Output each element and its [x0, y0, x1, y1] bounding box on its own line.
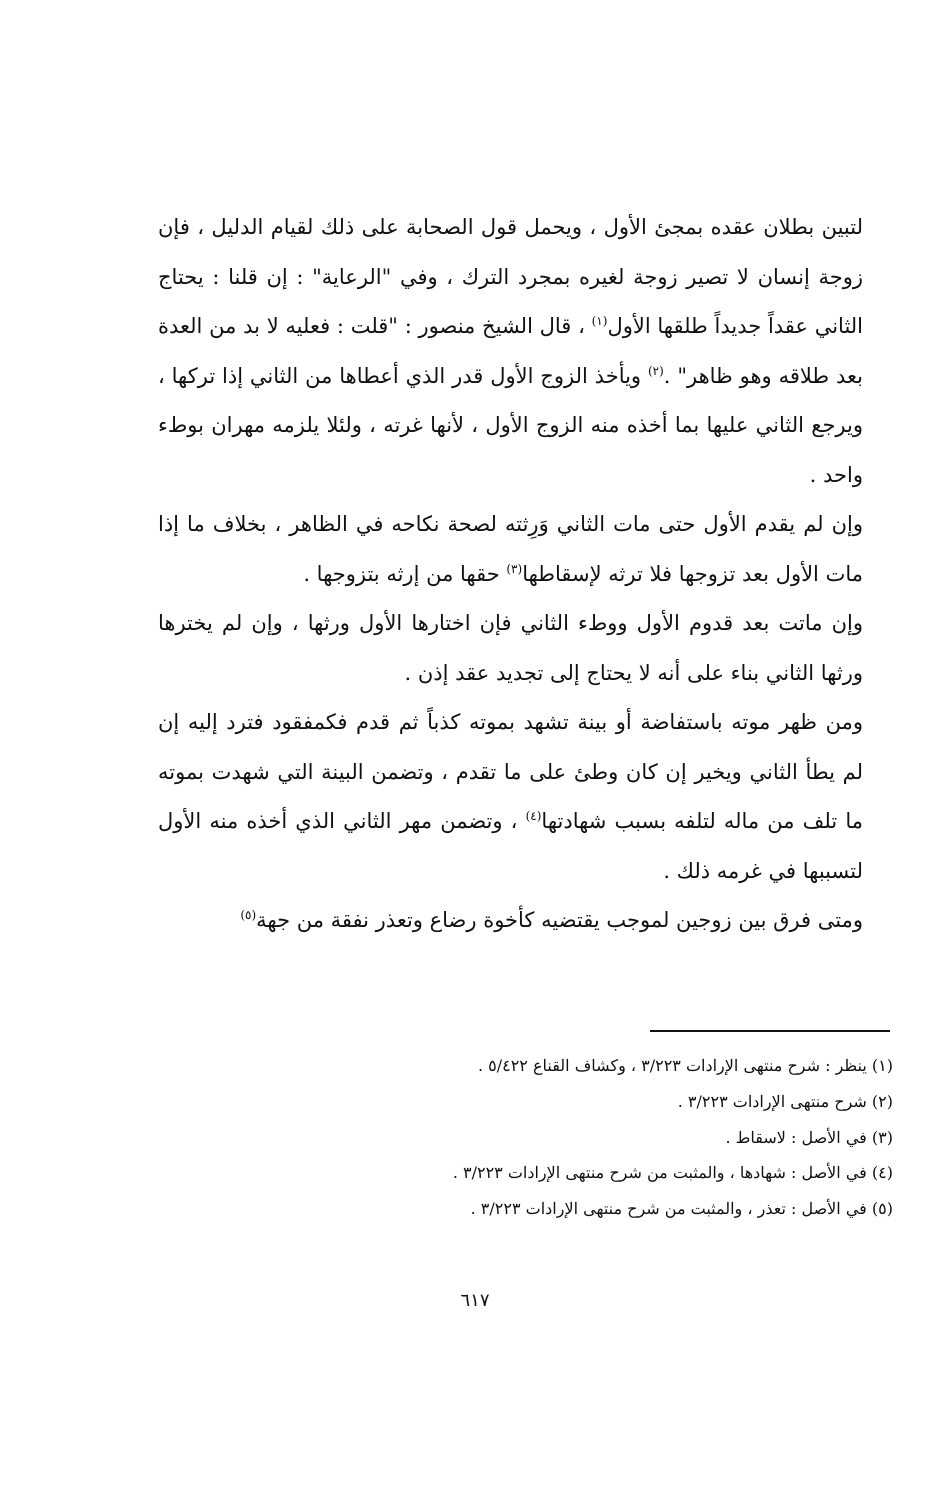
footnote-1 — [158, 1048, 893, 1084]
footnote-1-number: (١) — [871, 1056, 893, 1075]
paragraph-4-text-a: ومن ظهر موته باستفاضة أو بينة تشهد بموته كذباً ثم قدم فكمفقود فترد إليه إن لم يطأ الثاني ويخير إن كان وطئ على ما تقدم ، وتضمن البينة التي شهدت بموته ما تلف من ماله لتلفه بسبب شهادتها — [158, 710, 863, 833]
footnote-3-number: (٣) — [871, 1127, 893, 1147]
footnote-ref-3[interactable]: (٣) — [506, 561, 523, 576]
footnote-3 — [158, 1120, 893, 1156]
footnote-ref-2[interactable]: (٢) — [647, 363, 664, 378]
footnote-ref-1[interactable]: (١) — [591, 314, 608, 328]
footnote-2-text: شرح منتهى الإرادات ٣/٢٢٣ . — [677, 1091, 872, 1111]
paragraph-2 — [158, 500, 863, 599]
footnote-5-text: في الأصل : تعذر ، والمثبت من شرح منتهى الإرادات ٣/٢٢٣ . — [470, 1199, 872, 1219]
paragraph-2-text-b: حقها من إرثه بتزوجها . — [303, 561, 507, 586]
main-text — [158, 203, 863, 946]
footnote-3-text: في الأصل : لاسقاط . — [725, 1127, 872, 1147]
footnotes — [158, 1048, 893, 1227]
paragraph-1-text-b: ، قال الشيخ منصور : "قلت : فعليه لا بد من العدة بعد طلاقه وهو ظاهر" . — [158, 314, 863, 388]
footnote-1-text: ينظر : شرح منتهى الإرادات ٣/٢٢٣ ، وكشاف القناع ٥/٤٢٢ . — [477, 1056, 872, 1075]
paragraph-3-text: وإن ماتت بعد قدوم الأول ووطء الثاني فإن اختارها الأول ورثها ، وإن لم يخترها ورثها الثاني بناء على أنه لا يحتاج إلى تجديد عقد إذن . — [158, 611, 863, 685]
footnote-ref-4[interactable]: (٤) — [525, 809, 542, 823]
paragraph-1 — [158, 203, 863, 500]
footnote-2-number: (٢) — [871, 1091, 893, 1111]
paragraph-5 — [158, 896, 863, 946]
paragraph-4-text-b: ، وتضمن مهر الثاني الذي أخذه منه الأول لتسببها في غرمه ذلك . — [158, 809, 863, 883]
footnote-4-text: في الأصل : شهادها ، والمثبت من شرح منتهى الإرادات ٣/٢٢٣ . — [452, 1163, 872, 1183]
page-number: ٦١٧ — [460, 1290, 490, 1311]
footnote-2 — [158, 1084, 893, 1120]
paragraph-2-text-a: وإن لم يقدم الأول حتى مات الثاني وَرِثته لصحة نكاحه في الظاهر ، بخلاف ما إذا مات الأول بعد تزوجها فلا ترثه لإسقاطها — [158, 512, 863, 586]
paragraph-5-text-a: ومتى فرق بين زوجين لموجب يقتضيه كأخوة رضاع وتعذر نفقة من جهة — [256, 908, 863, 932]
paragraph-1-text-c: ويأخذ الزوج الأول قدر الذي أعطاها من الثاني إذا تركها ، ويرجع الثاني عليها بما أخذه منه الزوج الأول ، لأنها غرته ، ولئلا يلزمه مهران بوطء واحد . — [158, 363, 863, 487]
paragraph-1-text-a: لتبين بطلان عقده بمجئ الأول ، ويحمل قول الصحابة على ذلك لقيام الدليل ، فإن زوجة إنسان لا تصير زوجة لغيره بمجرد الترك ، وفي "الرعاية" : إن قلنا : يحتاج الثاني عقداً جديداً طلقها الأول — [158, 215, 864, 338]
footnote-separator — [650, 1030, 890, 1032]
footnote-5-number: (٥) — [871, 1199, 893, 1219]
footnote-4-number: (٤) — [871, 1163, 893, 1183]
footnote-5 — [158, 1191, 893, 1227]
paragraph-3 — [158, 599, 863, 698]
footnote-4 — [158, 1155, 893, 1191]
paragraph-4 — [158, 698, 863, 896]
footnote-ref-5[interactable]: (٥) — [240, 908, 257, 922]
